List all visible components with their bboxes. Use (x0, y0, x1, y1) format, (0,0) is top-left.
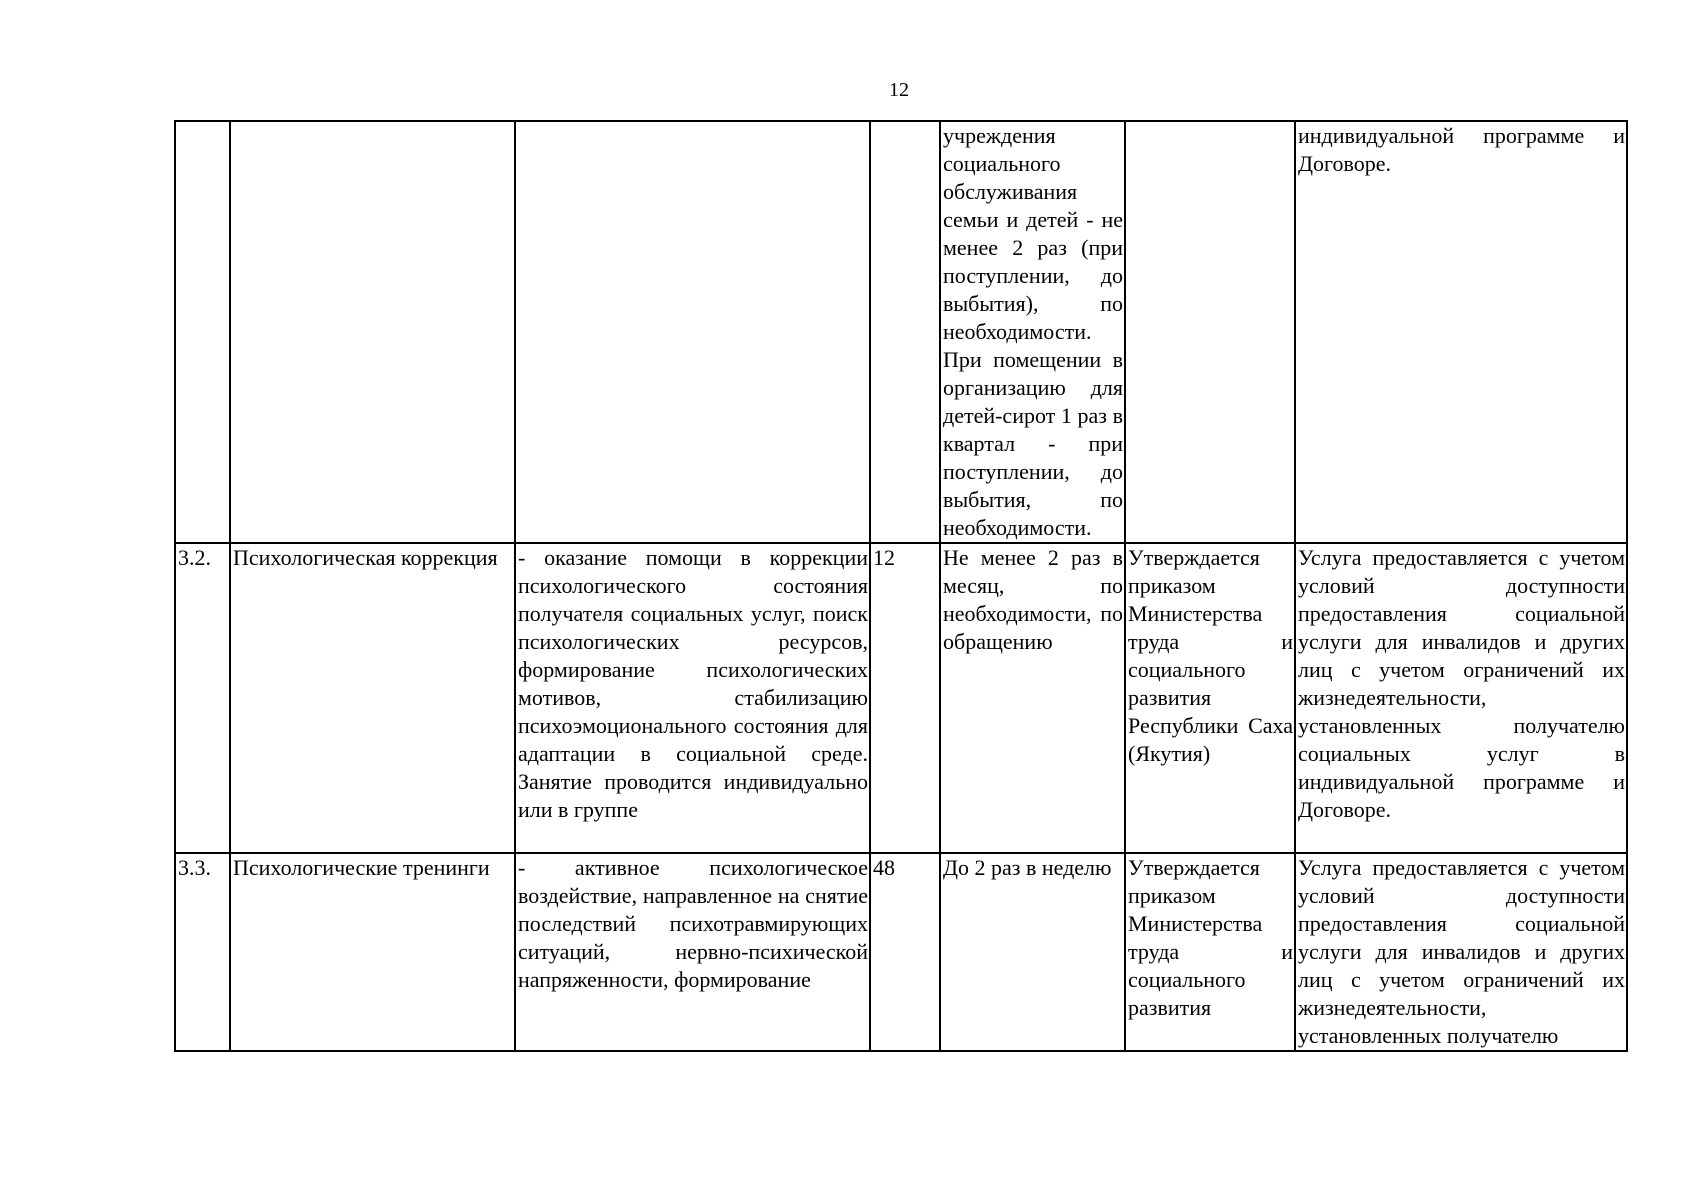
service-description-cell: - оказание помощи в коррекции психологического состояния получателя социальных услуг, поиск психологических ресурсов, формирование психологических мотивов, стабилизацию психоэмоционального состояния для адаптации в социальной среде. Занятие проводится индивидуально или в группе (515, 543, 870, 853)
service-volume-cell: 12 (870, 543, 940, 853)
service-description-cell: - активное психологическое воздействие, направленное на снятие последствий психотравмирующих ситуаций, нервно-психической напряженности, формирование (515, 853, 870, 1051)
service-number-cell: 3.3. (175, 853, 230, 1051)
page-number: 12 (889, 79, 909, 101)
service-price-cell (1125, 121, 1295, 543)
service-conditions-cell: индивидуальной программе и Договоре. (1295, 121, 1627, 543)
service-name-cell (230, 121, 515, 543)
table-row (175, 121, 1627, 543)
service-frequency-cell: До 2 раз в неделю (940, 853, 1125, 1051)
service-conditions-cell: Услуга предоставляется с учетом условий доступности предоставления социальной услуги для инвалидов и других лиц с учетом ограничений их жизнедеятельности, установленных получателю (1295, 853, 1627, 1051)
service-name-cell: Психологические тренинги (230, 853, 515, 1051)
table-row (175, 543, 1627, 853)
service-price-cell: Утверждается приказом Министерства труда и социального развития (1125, 853, 1295, 1051)
service-frequency-cell: Не менее 2 раз в месяц, по необходимости, по обращению (940, 543, 1125, 853)
service-name-cell: Психологическая коррекция (230, 543, 515, 853)
table-row (175, 853, 1627, 1051)
service-price-cell: Утверждается приказом Министерства труда и социального развития Республики Саха (Якутия) (1125, 543, 1295, 853)
service-number-cell: 3.2. (175, 543, 230, 853)
service-volume-cell: 48 (870, 853, 940, 1051)
service-description-cell (515, 121, 870, 543)
services-table (174, 120, 1628, 1052)
service-conditions-cell: Услуга предоставляется с учетом условий доступности предоставления социальной услуги для инвалидов и других лиц с учетом ограничений их жизнедеятельности, установленных получателю социальных услуг в индивидуальной программе и Договоре. (1295, 543, 1627, 853)
service-volume-cell (870, 121, 940, 543)
service-frequency-cell: учреждения социального обслуживания семьи и детей - не менее 2 раз (при поступлении, до выбытия), по необходимости. При помещении в организацию для детей-сирот 1 раз в квартал - при поступлении, до выбытия, по необходимости. (940, 121, 1125, 543)
service-number-cell (175, 121, 230, 543)
